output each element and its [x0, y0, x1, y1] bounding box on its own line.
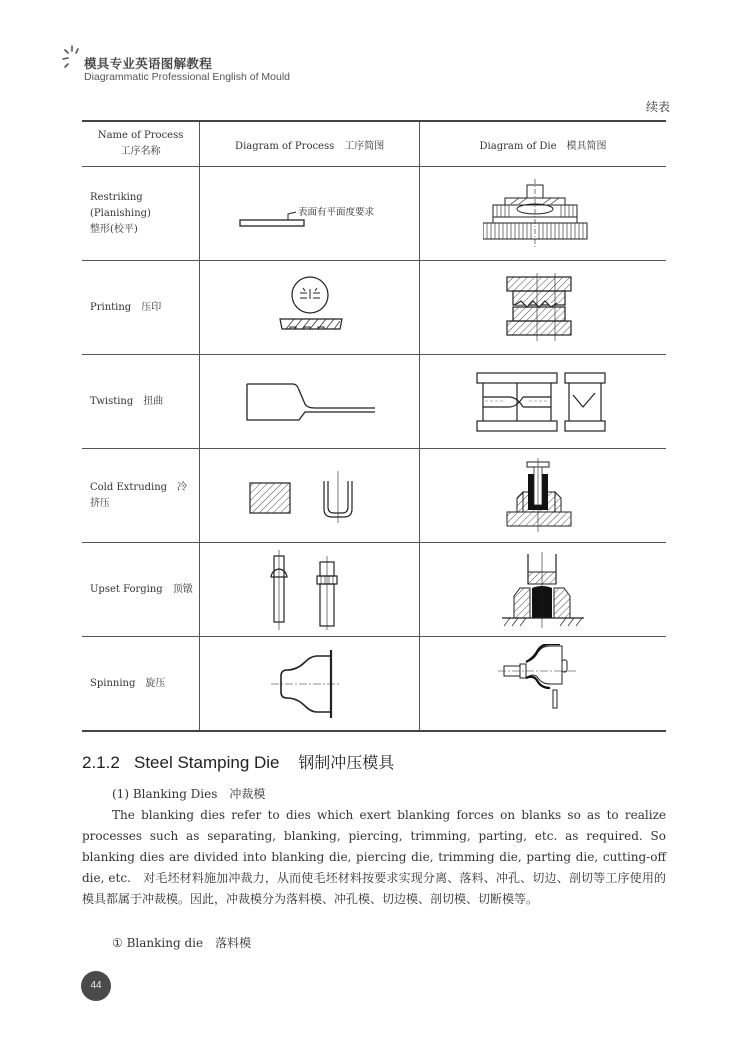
- coin-printing-diagram-icon: [270, 273, 350, 343]
- printing-die-diagram-icon: [503, 273, 583, 343]
- flatness-annotation: 表面有平面度要求: [297, 206, 374, 218]
- twisted-bar-diagram-icon: [235, 372, 385, 432]
- die-diagram-cell: [420, 167, 666, 261]
- spinning-die-diagram-icon: [498, 644, 588, 724]
- restriking-die-diagram-icon: [483, 179, 603, 249]
- die-diagram-cell: [420, 449, 666, 543]
- upset-forging-die-diagram-icon: [498, 550, 588, 630]
- body-paragraph: [82, 805, 666, 910]
- process-name-line: Twisting 扭曲: [90, 395, 164, 407]
- process-name: [82, 449, 200, 543]
- header-diagram-of-die: Diagram of Die 模具简图: [420, 121, 666, 167]
- twisting-die-diagram-icon: [473, 367, 613, 437]
- process-name: [82, 637, 200, 732]
- extruded-cup-diagram-icon: [240, 461, 380, 531]
- process-diagram-cell: [200, 355, 420, 449]
- table-header-row: [82, 121, 666, 167]
- subsection-heading: (1) Blanking Dies 冲裁模: [112, 787, 266, 801]
- flat-plate-diagram-icon: [210, 184, 410, 244]
- continued-label: 续表: [645, 100, 670, 114]
- sparkle-logo-icon: [62, 44, 84, 70]
- table-row: [82, 449, 666, 543]
- table-row: [82, 167, 666, 261]
- table-row: [82, 261, 666, 355]
- process-name-line: Spinning 旋压: [90, 677, 166, 689]
- process-diagram-cell: [200, 167, 420, 261]
- process-diagram-cell: [200, 449, 420, 543]
- process-name: [82, 167, 200, 261]
- process-name-line: Printing 压印: [90, 301, 162, 313]
- cold-extruding-die-diagram-icon: [503, 456, 583, 536]
- die-diagram-cell: [420, 637, 666, 732]
- process-name-line: Cold Extruding 冷: [90, 481, 188, 493]
- header-name-cn: 工序名称: [120, 146, 161, 157]
- die-diagram-cell: [420, 543, 666, 637]
- upset-bolt-diagram-icon: [250, 550, 370, 630]
- process-name-line: 整形(校平): [90, 223, 138, 235]
- table-row: [82, 355, 666, 449]
- list-item: ① Blanking die 落料模: [112, 936, 252, 950]
- book-title-en: Diagrammatic Professional English of Mould: [84, 71, 291, 83]
- page-number: 44: [81, 971, 111, 1001]
- header-name-en: Name of Process: [97, 130, 184, 141]
- spun-shell-diagram-icon: [265, 644, 355, 724]
- section-heading: [82, 750, 394, 773]
- process-name: [82, 261, 200, 355]
- process-name: [82, 355, 200, 449]
- die-diagram-cell: [420, 261, 666, 355]
- header-name-of-process: [82, 121, 200, 167]
- book-title-cn: 模具专业英语图解教程: [84, 56, 213, 71]
- die-diagram-cell: [420, 355, 666, 449]
- table-row: [82, 543, 666, 637]
- process-table: [82, 120, 666, 732]
- process-name-line: Restriking: [90, 191, 143, 203]
- process-diagram-cell: [200, 543, 420, 637]
- section-title-cn: 钢制冲压模具: [298, 753, 395, 772]
- section-title-en: Steel Stamping Die: [133, 753, 280, 772]
- process-diagram-cell: [200, 637, 420, 732]
- process-name-line: 挤压: [90, 497, 110, 509]
- header-diagram-of-process: Diagram of Process 工序简图: [200, 121, 420, 167]
- section-number: 2.1.2: [82, 753, 120, 772]
- table-row: [82, 637, 666, 732]
- process-name-line: Upset Forging 顶镦: [90, 583, 193, 595]
- process-diagram-cell: [200, 261, 420, 355]
- paragraph-text: The blanking dies refer to dies which exert blanking forces on blanks so as to realize processes such as separating, blanking, piercing, trimming, parting, etc. as required. So blanking dies are divided into blanking die, piercing die, trimming die, parting die, cutting-off die, etc. 对毛坯材料施加冲裁力，从而使毛坯材料按要求实现分离、落料、冲孔、切边、剖切等工序使用的模具都属于冲裁模。因此，冲裁模分为落料模、冲孔模、切边模、剖切模、切断模等。: [82, 808, 666, 906]
- process-name: [82, 543, 200, 637]
- process-name-line: (Planishing): [90, 207, 151, 219]
